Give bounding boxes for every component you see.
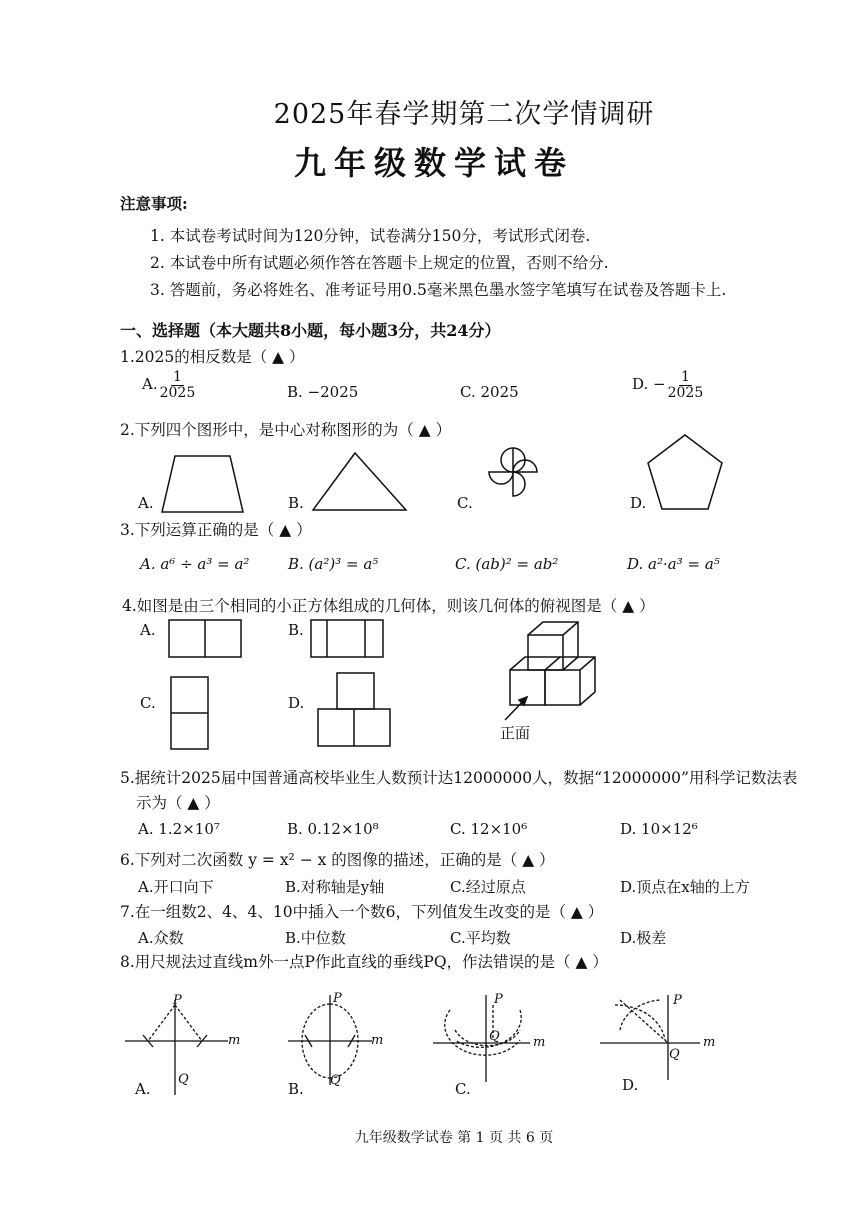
- q7-option-c: C.平均数: [450, 929, 511, 947]
- notice-heading: 注意事项:: [120, 194, 188, 213]
- q8-figure-c: [433, 995, 530, 1082]
- q6-option-c: C.经过原点: [450, 878, 526, 896]
- notice-item-1: 1. 本试卷考试时间为120分钟，试卷满分150分，考试形式闭卷.: [150, 227, 591, 245]
- notice-item-2: 2. 本试卷中所有试题必须作答在答题卡上规定的位置，否则不给分.: [150, 254, 609, 272]
- q3-option-a: A. a⁶ ÷ a³ = a²: [140, 555, 250, 573]
- q3-stem: 3.下列运算正确的是（ ▲ ）: [120, 521, 312, 539]
- q7-option-d: D.极差: [620, 929, 667, 947]
- q8-d-point-p: P: [673, 993, 682, 1008]
- q5-option-d: D. 10×12⁶: [620, 820, 698, 838]
- q5-option-a: A. 1.2×10⁷: [138, 820, 220, 838]
- q5-stem-line1: 5.据统计2025届中国普通高校毕业生人数预计达12000000人，数据“12000000”用科学记数法表: [120, 769, 798, 787]
- q5-option-c: C. 12×10⁶: [450, 820, 528, 838]
- q4-label-c: C.: [140, 694, 156, 712]
- q8-label-d: D.: [622, 1076, 639, 1094]
- q2-label-b: B.: [288, 494, 304, 512]
- q2-label-a: A.: [138, 494, 154, 512]
- q7-option-b: B.中位数: [285, 929, 346, 947]
- notice-item-3: 3. 答题前，务必将姓名、准考证号用0.5毫米黑色墨水签字笔填写在试卷及答题卡上.: [150, 281, 727, 299]
- section-heading: 一、选择题（本大题共8小题，每小题3分，共24分）: [120, 321, 501, 340]
- q1-stem: 1.2025的相反数是（ ▲ ）: [120, 348, 305, 366]
- q6-option-a: A.开口向下: [138, 878, 214, 896]
- exam-title: 2025年春学期第二次学情调研: [273, 99, 655, 130]
- q4-stem: 4.如图是由三个相同的小正方体组成的几何体，则该几何体的俯视图是（ ▲ ）: [122, 597, 655, 615]
- q8-d-line-m: m: [703, 1035, 716, 1050]
- q1-option-a: A. $\frac{1}{2025}$: [142, 369, 196, 401]
- q6-option-d: D.顶点在x轴的上方: [620, 878, 750, 896]
- q8-label-b: B.: [288, 1080, 304, 1098]
- q8-c-line-m: m: [533, 1035, 546, 1050]
- q3-option-b: B. (a²)³ = a⁵: [288, 555, 379, 573]
- q2-label-c: C.: [457, 494, 473, 512]
- q2-stem: 2.下列四个图形中，是中心对称图形的为（ ▲ ）: [120, 421, 452, 439]
- q6-option-b: B.对称轴是y轴: [285, 878, 385, 896]
- q8-label-a: A.: [135, 1080, 151, 1098]
- q5-option-b: B. 0.12×10⁸: [287, 820, 379, 838]
- q8-c-point-p: P: [494, 992, 503, 1007]
- q8-d-point-q: Q: [669, 1047, 680, 1062]
- q8-label-c: C.: [455, 1080, 471, 1098]
- q4-label-a: A.: [140, 621, 156, 639]
- exam-subtitle: 九年级数学试卷: [293, 144, 574, 182]
- q8-c-point-q: Q: [489, 1029, 500, 1044]
- q1-option-b: B. −2025: [287, 383, 359, 401]
- q7-option-a: A.众数: [138, 929, 184, 947]
- q8-stem: 8.用尺规法过直线m外一点P作此直线的垂线PQ，作法错误的是（ ▲ ）: [120, 953, 608, 971]
- q2-label-d: D.: [630, 494, 647, 512]
- q3-option-c: C. (ab)² = ab²: [455, 555, 559, 573]
- q4-front-label: 正面: [500, 724, 531, 742]
- q8-a-point-p: P: [173, 993, 182, 1008]
- q8-figure-d: [600, 995, 700, 1080]
- q7-stem: 7.在一组数2、4、4、10中插入一个数6，下列值发生改变的是（ ▲ ）: [120, 903, 604, 921]
- q8-b-line-m: m: [371, 1033, 384, 1048]
- q8-b-point-p: P: [333, 991, 342, 1006]
- q1-option-d: D. − $\frac{1}{2025}$: [632, 369, 704, 401]
- q8-b-point-q: Q: [330, 1073, 341, 1088]
- q8-a-line-m: m: [228, 1033, 241, 1048]
- q8-a-point-q: Q: [178, 1072, 189, 1087]
- page-footer: 九年级数学试卷 第 1 页 共 6 页: [354, 1130, 554, 1146]
- q4-label-b: B.: [288, 621, 304, 639]
- q1-option-c: C. 2025: [460, 383, 519, 401]
- q6-stem: 6.下列对二次函数 y = x² − x 的图像的描述，正确的是（ ▲ ）: [120, 851, 555, 869]
- q3-option-d: D. a²·a³ = a⁵: [627, 555, 720, 573]
- q8-figure-a: [125, 1000, 228, 1095]
- q5-stem-line2: 示为（ ▲ ）: [136, 794, 220, 812]
- q4-label-d: D.: [288, 694, 305, 712]
- q8-figure-b: [288, 995, 372, 1085]
